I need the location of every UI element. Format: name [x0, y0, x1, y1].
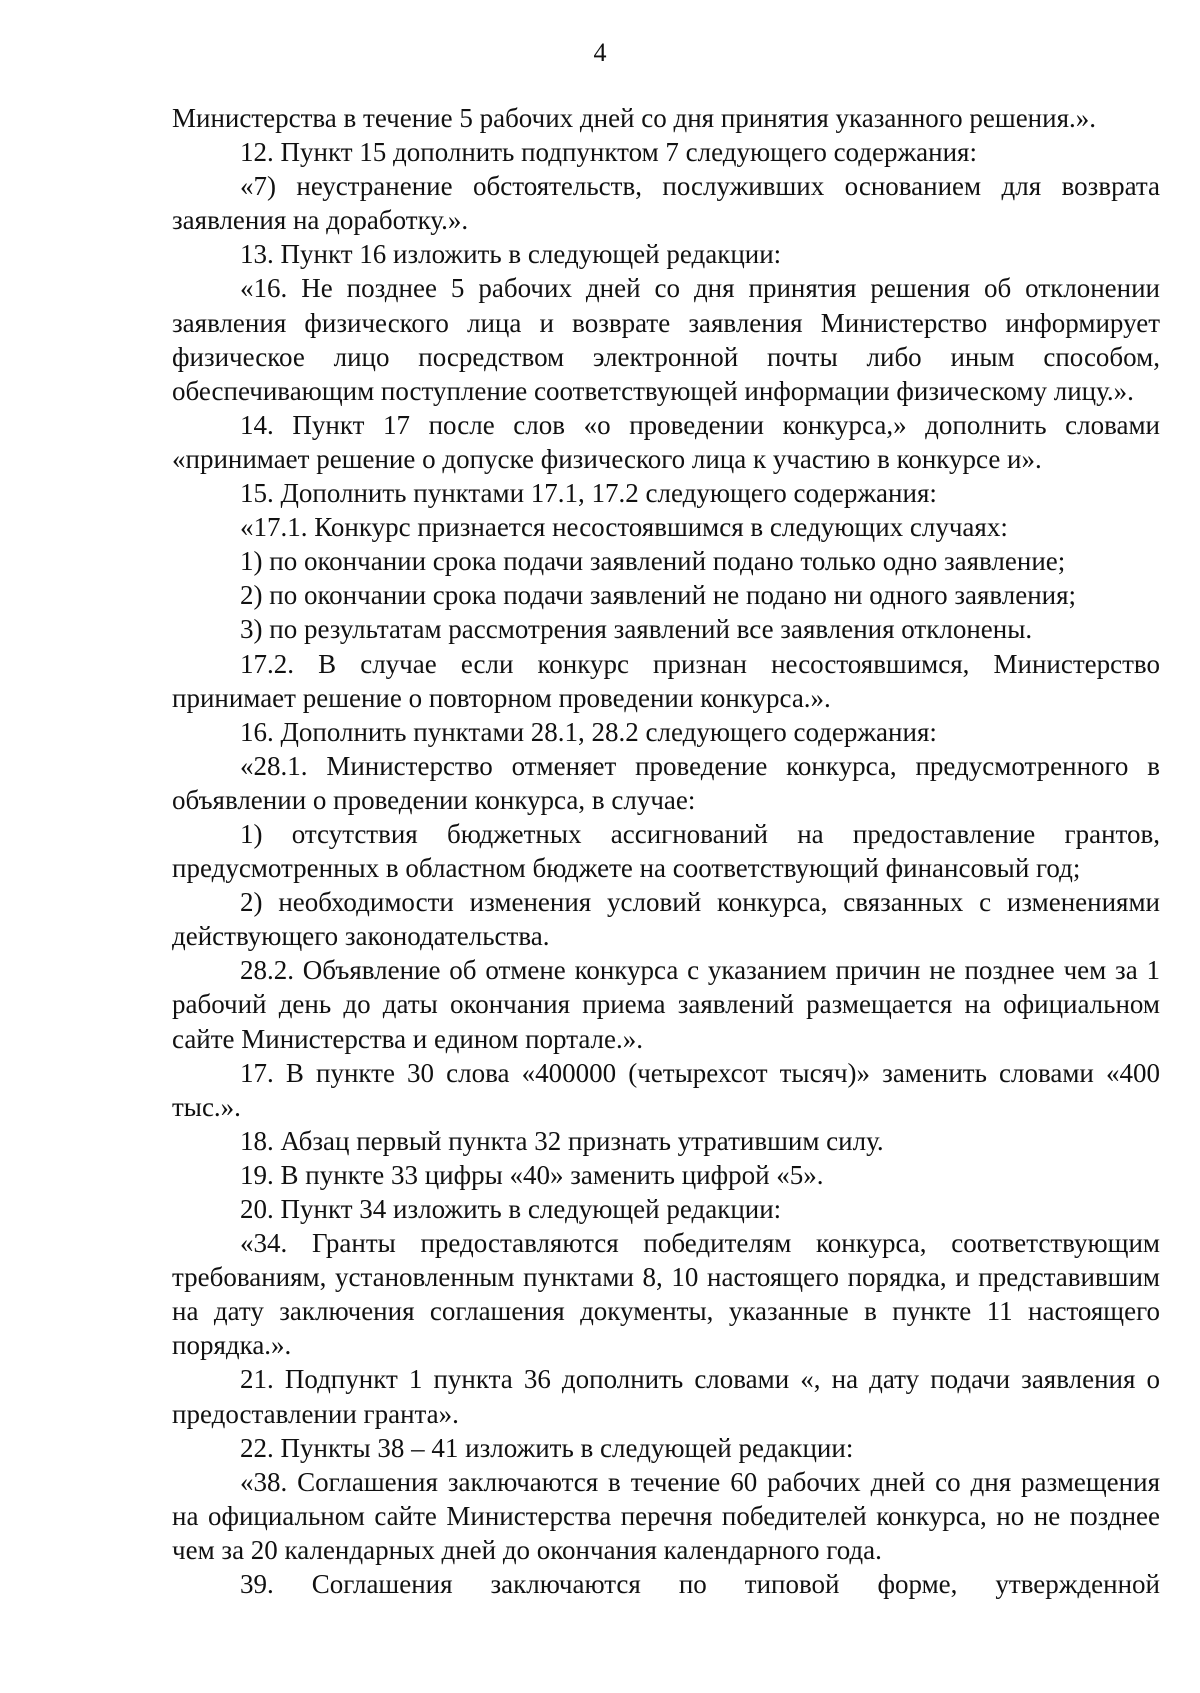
paragraph-point-17-2: 17.2. В случае если конкурс признан несостоявшимся, Министерство принимает решение о повторном проведении конкурса.».: [172, 648, 1160, 713]
paragraph-case-3: 3) по результатам рассмотрения заявлений все заявления отклонены.: [240, 614, 1033, 645]
paragraph-point-34: «34. Гранты предоставляются победителям конкурса, соответствующим требованиям, установленным пунктами 8, 10 настоящего порядка, и представившим на дату заключения соглашения документы, указанные в пункте 11 настоящего порядка.».: [172, 1228, 1160, 1361]
paragraph-point-16: «16. Не позднее 5 рабочих дней со дня принятия решения об отклонении заявления физического лица и возврате заявления Министерство информирует физическое лицо посредством электронной почты либо иным способом, обеспечивающим поступление соответствующей информации физическому лицу.».: [172, 273, 1160, 406]
paragraph-point-17-1: «17.1. Конкурс признается несостоявшимся в следующих случаях:: [240, 512, 1008, 543]
paragraph-point-28-1: «28.1. Министерство отменяет проведение конкурса, предусмотренного в объявлении о проведении конкурса, в случае:: [172, 750, 1160, 815]
document-body: [172, 101, 1160, 1601]
paragraph-item-14: 14. Пункт 17 после слов «о проведении конкурса,» дополнить словами «принимает решение о допуске физического лица к участию в конкурсе и».: [172, 409, 1160, 474]
paragraph-item-17: 17. В пункте 30 слова «400000 (четырехсот тысяч)» заменить словами «400 тыс.».: [172, 1057, 1160, 1122]
paragraph-case-1: 1) по окончании срока подачи заявлений подано только одно заявление;: [240, 546, 1066, 577]
paragraph-point-28-2: 28.2. Объявление об отмене конкурса с указанием причин не позднее чем за 1 рабочий день до даты окончания приема заявлений размещается на официальном сайте Министерства и едином портале.».: [172, 955, 1160, 1054]
paragraph-reason-1: 1) отсутствия бюджетных ассигнований на предоставление грантов, предусмотренных в областном бюджете на соответствующий финансовый год;: [172, 818, 1160, 884]
paragraph-point-39: 39. Соглашения заключаются по типовой форме, утвержденной: [240, 1569, 1160, 1600]
paragraph-point-38: «38. Соглашения заключаются в течение 60 рабочих дней со дня размещения на официальном сайте Министерства перечня победителей конкурса, но не позднее чем за 20 календарных дней до окончания календарного года.: [172, 1466, 1160, 1565]
paragraph-continuation: Министерства в течение 5 рабочих дней со дня принятия указанного решения.».: [172, 103, 1096, 133]
paragraph-item-20: 20. Пункт 34 изложить в следующей редакции:: [240, 1194, 782, 1224]
paragraph-item-13: 13. Пункт 16 изложить в следующей редакции:: [240, 239, 782, 270]
paragraph-case-2: 2) по окончании срока подачи заявлений не подано ни одного заявления;: [240, 580, 1077, 611]
paragraph-item-19: 19. В пункте 33 цифры «40» заменить цифрой «5».: [240, 1159, 824, 1190]
page-number: 4: [593, 38, 607, 67]
paragraph-item-21: 21. Подпункт 1 пункта 36 дополнить словами «, на дату подачи заявления о предоставлении гранта».: [172, 1364, 1160, 1429]
paragraph-item-15: 15. Дополнить пунктами 17.1, 17.2 следующего содержания:: [240, 478, 937, 509]
paragraph-item-22: 22. Пункты 38 – 41 изложить в следующей редакции:: [240, 1432, 854, 1463]
paragraph-item-12: 12. Пункт 15 дополнить подпунктом 7 следующего содержания:: [240, 137, 977, 168]
paragraph-item-18: 18. Абзац первый пункта 32 признать утратившим силу.: [240, 1125, 884, 1156]
paragraph-reason-2: 2) необходимости изменения условий конкурса, связанных с изменениями действующего законодательства.: [172, 887, 1160, 952]
paragraph-subitem-7: «7) неустранение обстоятельств, послуживших основанием для возврата заявления на доработку.».: [172, 171, 1160, 236]
paragraph-item-16: 16. Дополнить пунктами 28.1, 28.2 следующего содержания:: [240, 716, 937, 747]
